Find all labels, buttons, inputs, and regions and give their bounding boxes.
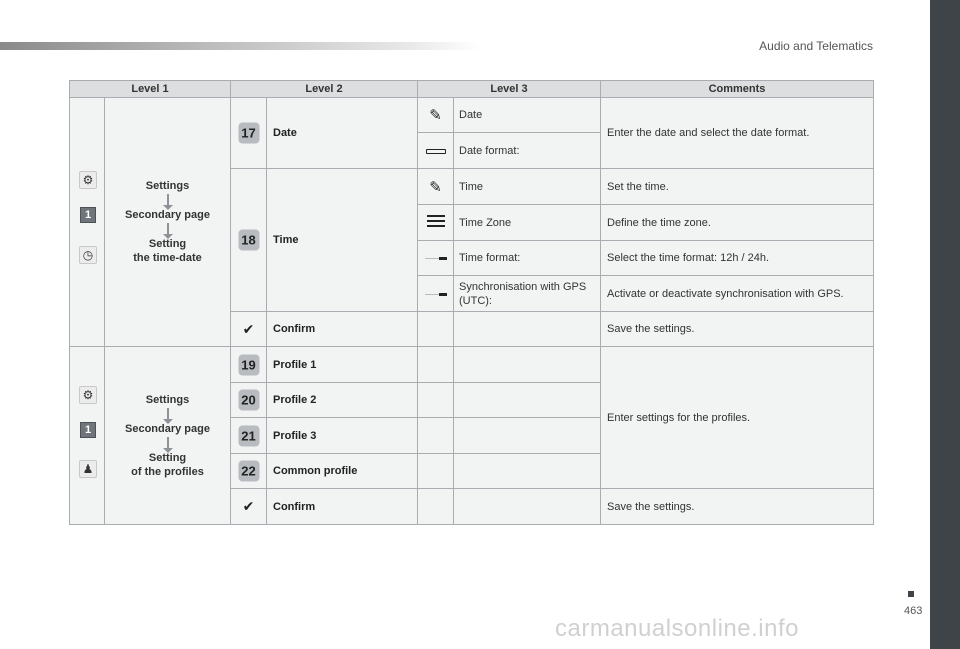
number-badge: 22 — [238, 461, 259, 482]
level1-secondary-page: Secondary page — [125, 422, 210, 435]
number-badge: 19 — [238, 354, 259, 375]
table-row — [70, 347, 874, 383]
comment-confirm: Save the settings. — [601, 312, 874, 347]
level2-confirm: Confirm — [267, 489, 418, 525]
number-badge: 21 — [238, 425, 259, 446]
clock-icon: ◷ — [79, 246, 97, 264]
empty-cell — [418, 383, 454, 418]
checkmark-icon: ✔ — [231, 312, 267, 347]
settings-table — [69, 80, 874, 525]
checkmark-icon: ✔ — [231, 489, 267, 525]
number-badge: 17 — [238, 123, 259, 144]
level1-setting-target: the time-date — [133, 252, 202, 264]
level1-settings: Settings — [145, 180, 190, 192]
list-icon — [427, 215, 445, 227]
level2-time: Time — [267, 169, 418, 312]
table-row — [70, 98, 874, 133]
step-number-badge: 1 — [80, 207, 96, 223]
empty-cell — [418, 454, 454, 489]
number-cell — [231, 169, 267, 312]
level1-setting: Setting — [148, 238, 187, 250]
table-header-row — [70, 81, 874, 98]
watermark: carmanualsonline.info — [555, 615, 799, 642]
level3-time: Time — [454, 169, 601, 205]
comment-profiles: Enter settings for the profiles. — [601, 347, 874, 489]
column-header-level1: Level 1 — [70, 81, 231, 98]
arrow-down-icon — [167, 437, 169, 449]
empty-cell — [454, 454, 601, 489]
level1-setting-target: of the profiles — [131, 465, 204, 478]
level1-setting: Setting — [148, 451, 187, 464]
empty-cell — [418, 418, 454, 454]
section-title: Audio and Telematics — [759, 39, 873, 53]
level1-secondary-page: Secondary page — [125, 209, 210, 221]
right-sidebar-tab — [930, 0, 960, 649]
page-number: 463 — [904, 605, 923, 617]
number-cell — [231, 418, 267, 454]
step-number-badge: 1 — [80, 422, 96, 438]
level2-profile-1: Profile 1 — [267, 347, 418, 383]
icon-cell — [418, 98, 454, 133]
toggle-icon — [425, 293, 447, 297]
pencil-icon: ✎ — [429, 178, 442, 196]
level1-icons-cell — [70, 347, 105, 525]
gear-icon: ⚙ — [79, 171, 97, 189]
empty-cell — [454, 347, 601, 383]
pencil-icon: ✎ — [429, 107, 442, 124]
number-badge: 20 — [238, 390, 259, 411]
level1-label — [105, 347, 231, 525]
page-marker — [908, 591, 914, 597]
column-header-comments: Comments — [601, 81, 874, 98]
level1-settings: Settings — [145, 393, 190, 406]
icon-cell — [418, 169, 454, 205]
number-badge: 18 — [238, 230, 259, 251]
icon-cell — [418, 133, 454, 169]
level2-common-profile: Common profile — [267, 454, 418, 489]
profile-icon: ♟ — [79, 460, 97, 478]
level2-confirm: Confirm — [267, 312, 418, 347]
column-header-level3: Level 3 — [418, 81, 601, 98]
empty-cell — [454, 383, 601, 418]
column-header-level2: Level 2 — [231, 81, 418, 98]
arrow-down-icon — [167, 223, 169, 235]
comment-gps-sync: Activate or deactivate synchronisation with GPS. — [601, 276, 874, 312]
comment-time-format: Select the time format: 12h / 24h. — [601, 241, 874, 276]
empty-cell — [454, 489, 601, 525]
number-cell — [231, 347, 267, 383]
empty-cell — [454, 418, 601, 454]
comment-date: Enter the date and select the date format. — [601, 98, 874, 169]
comment-time: Set the time. — [601, 169, 874, 205]
icon-cell — [418, 276, 454, 312]
level2-profile-2: Profile 2 — [267, 383, 418, 418]
level3-time-format: Time format: — [454, 241, 601, 276]
header-gradient-bar — [0, 42, 480, 50]
level3-date-format: Date format: — [454, 133, 601, 169]
comment-time-zone: Define the time zone. — [601, 205, 874, 241]
empty-cell — [418, 312, 454, 347]
empty-cell — [454, 312, 601, 347]
level2-profile-3: Profile 3 — [267, 418, 418, 454]
level3-gps-sync: Synchronisation with GPS (UTC): — [454, 276, 601, 312]
arrow-down-icon — [167, 408, 169, 420]
level1-label — [105, 98, 231, 347]
icon-cell — [418, 241, 454, 276]
icon-cell — [418, 205, 454, 241]
empty-cell — [418, 489, 454, 525]
level3-time-zone: Time Zone — [454, 205, 601, 241]
number-cell — [231, 383, 267, 418]
empty-cell — [418, 347, 454, 383]
number-cell — [231, 98, 267, 169]
toggle-icon — [425, 257, 447, 261]
arrow-down-icon — [167, 194, 169, 206]
bar-icon — [426, 149, 446, 154]
level3-date: Date — [454, 98, 601, 133]
level2-date: Date — [267, 98, 418, 169]
number-cell — [231, 454, 267, 489]
gear-icon: ⚙ — [79, 386, 97, 404]
level1-icons-cell — [70, 98, 105, 347]
comment-confirm: Save the settings. — [601, 489, 874, 525]
